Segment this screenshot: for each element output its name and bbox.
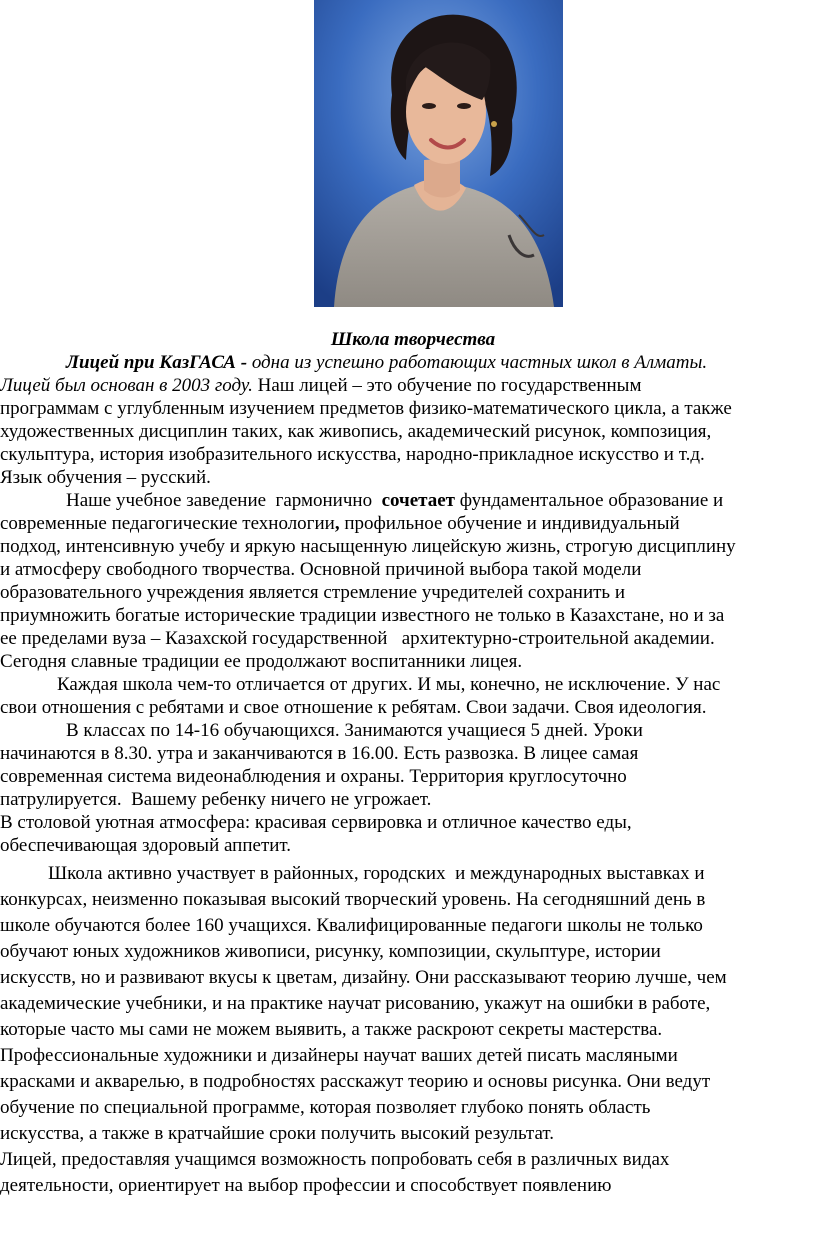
p1-line-2: Лицей был основан в 2003 году. Наш лицей – это обучение по государственным	[0, 375, 642, 396]
p2-line-3: подход, интенсивную учебу и яркую насыщенную лицейскую жизнь, строгую дисциплину	[0, 536, 736, 557]
p5-line-3: школе обучаются более 160 учащихся. Квалифицированные педагоги школы не только	[0, 915, 703, 936]
portrait-photo	[314, 0, 563, 307]
p1-line-6: Язык обучения – русский.	[0, 467, 211, 488]
p5-line-5: искусств, но и развивают вкусы к цветам, дизайну. Они рассказывают теорию лучше, чем	[0, 967, 727, 988]
p4-line-6: обеспечивающая здоровый аппетит.	[0, 835, 292, 856]
p4-line-2: начинаются в 8.30. утра и заканчиваются в 16.00. Есть развозка. В лицее самая	[0, 743, 639, 764]
p1-line-3: программам с углубленным изучением предметов физико-математического цикла, а также	[0, 398, 732, 419]
p5-line-10: обучение по специальной программе, которая позволяет глубоко понять область	[0, 1097, 651, 1118]
p3-line-2: свои отношения с ребятами и свое отношение к ребятам. Свои задачи. Своя идеология.	[0, 697, 707, 718]
p5-line-4: обучают юных художников живописи, рисунку, композиции, скульптуре, истории	[0, 941, 661, 962]
p1-line-1: Лицей при КазГАСА - одна из успешно работающих частных школ в Алматы.	[66, 352, 708, 373]
p6-line-2: деятельности, ориентирует на выбор профессии и способствует появлению	[0, 1175, 612, 1196]
p4-line-4: патрулируется. Вашему ребенку ничего не угрожает.	[0, 789, 432, 810]
p1-line-4: художественных дисциплин таких, как живопись, академический рисунок, композиция,	[0, 421, 712, 442]
p5-line-11: искусства, а также в кратчайшие сроки получить высокий результат.	[0, 1123, 555, 1144]
p2-line-5: образовательного учреждения является стремление учредителей сохранить и	[0, 582, 626, 603]
section-2	[0, 861, 816, 1199]
p2-line-1: Наше учебное заведение гармонично сочетает фундаментальное образование и	[66, 490, 724, 511]
p2-line-6: приумножить богатые исторические традиции известного не только в Казахстане, но и за	[0, 605, 725, 626]
p2-line-8: Сегодня славные традиции ее продолжают воспитанники лицея.	[0, 651, 523, 672]
p2-line-2: современные педагогические технологии, профильное обучение и индивидуальный	[0, 513, 680, 534]
portrait-image	[314, 0, 563, 307]
p5-line-9: красками и акварелью, в подробностях расскажут теорию и основы рисунка. Они ведут	[0, 1071, 711, 1092]
p6-line-1: Лицей, предоставляя учащимся возможность попробовать себя в различных видах	[0, 1149, 670, 1170]
lyceum-name: Лицей при КазГАСА -	[66, 352, 248, 373]
p5-line-6: академические учебники, и на практике научат рисованию, укажут на ошибки в работе,	[0, 993, 711, 1014]
p5-line-7: которые часто мы сами не можем выявить, а также раскроют секреты мастерства.	[0, 1019, 663, 1040]
p5-line-1: Школа активно участвует в районных, городских и международных выставках и	[48, 863, 705, 884]
document-title: Школа творчества	[330, 329, 496, 350]
p4-line-3: современная система видеонаблюдения и охраны. Территория круглосуточно	[0, 766, 627, 787]
document-body	[0, 328, 816, 1199]
p4-line-1: В классах по 14-16 обучающихся. Занимаются учащиеся 5 дней. Уроки	[66, 720, 643, 741]
p4-line-5: В столовой уютная атмосфера: красивая сервировка и отличное качество еды,	[0, 812, 632, 833]
p1-line-5: скульптура, история изобразительного искусства, народно-прикладное искусство и т.д.	[0, 444, 705, 465]
p2-line-7: ее пределами вуза – Казахской государственной архитектурно-строительной академии.	[0, 628, 715, 649]
p3-line-1: Каждая школа чем-то отличается от других. И мы, конечно, не исключение. У нас	[57, 674, 721, 695]
p2-line-4: и атмосферу свободного творчества. Основной причиной выбора такой модели	[0, 559, 642, 580]
p5-line-8: Профессиональные художники и дизайнеры научат ваших детей писать масляными	[0, 1045, 678, 1066]
p5-line-2: конкурсах, неизменно показывая высокий творческий уровень. На сегодняшний день в	[0, 889, 706, 910]
